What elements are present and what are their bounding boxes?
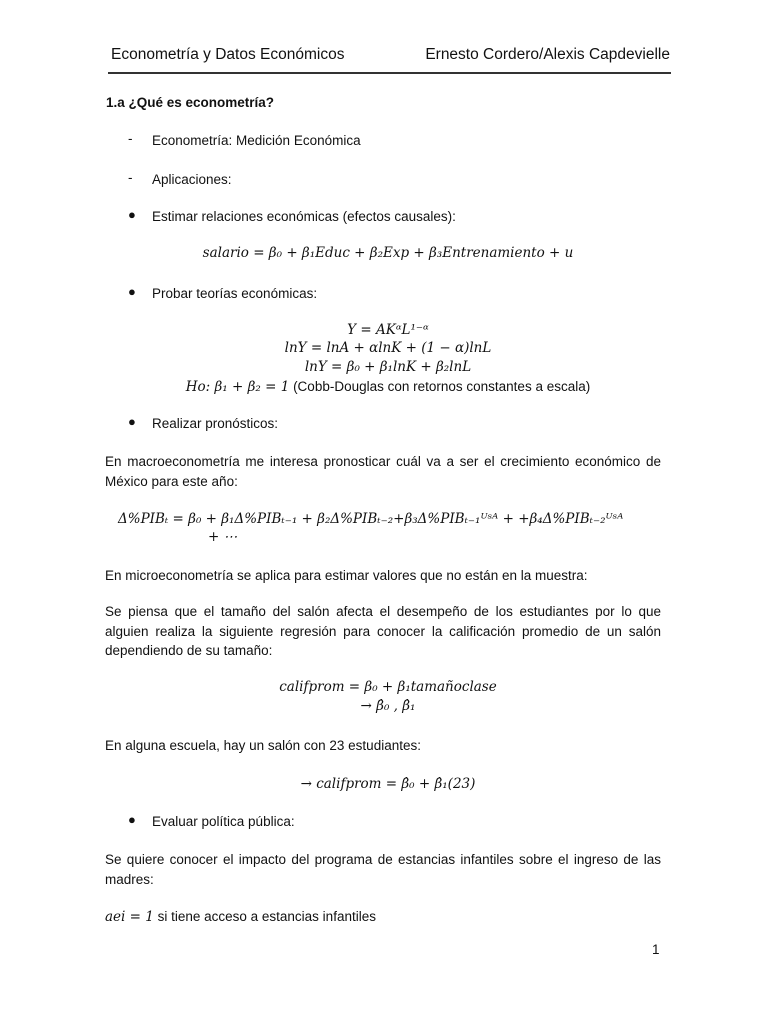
equation-pib: Δ%PIBₜ = β₀ + β₁Δ%PIBₜ₋₁ + β₂Δ%PIBₜ₋₂+β₃Δ%PIBₜ₋₁ᵁˢᴬ + +β₄Δ%PIBₜ₋₂ᵁˢᴬ	[118, 511, 624, 527]
dash-bullet: -	[128, 131, 133, 146]
aei-math: aei = 1	[105, 909, 154, 925]
paragraph-macro: En macroeconometría me interesa pronosticar cuál va a ser el crecimiento económico de México para este año:	[105, 454, 661, 489]
bullet-public-policy: Evaluar política pública:	[152, 814, 295, 829]
paragraph-class-size: Se piensa que el tamaño del salón afecta el desempeño de los estudiantes por lo que alguien realiza la siguiente regresión para conocer la calificación promedio de un salón dependiendo de su tamaño:	[105, 604, 661, 658]
dash-item-applications: Aplicaciones:	[152, 172, 232, 187]
equation-prediction: → califprom = β̂₀ + β̂₁(23)	[300, 776, 476, 792]
hypothesis-math: Ho: β₁ + β₂ = 1	[185, 379, 290, 395]
bullet-dot: ●	[128, 284, 136, 299]
header-course-title: Econometría y Datos Económicos	[111, 46, 345, 63]
bullet-test-theories: Probar teorías económicas:	[152, 286, 318, 301]
paragraph-childcare: Se quiere conocer el impacto del programa de estancias infantiles sobre el ingreso de las madres:	[105, 852, 661, 887]
dash-item-measurement: Econometría: Medición Económica	[152, 133, 361, 148]
equation-log-cobb-douglas: lnY = lnA + αlnK + (1 − α)lnL	[284, 340, 492, 356]
paragraph-school: En alguna escuela, hay un salón con 23 estudiantes:	[105, 738, 421, 753]
hypothesis-text: (Cobb-Douglas con retornos constantes a escala)	[289, 379, 591, 394]
page-number: 1	[652, 942, 660, 957]
bullet-forecasts: Realizar pronósticos:	[152, 416, 279, 431]
bullet-dot: ●	[128, 414, 136, 429]
section-title: 1.a ¿Qué es econometría?	[106, 95, 275, 110]
equation-cobb-douglas: Y = AKᵅL¹⁻ᵅ	[347, 322, 429, 338]
equation-califprom: califprom = β₀ + β₁tamañoclase	[279, 679, 497, 695]
bullet-estimate-relations: Estimar relaciones económicas (efectos causales):	[152, 209, 456, 224]
aei-text: si tiene acceso a estancias infantiles	[153, 909, 376, 924]
equation-salario: salario = β₀ + β₁Educ + β₂Exp + β₃Entrenamiento + u	[202, 245, 574, 261]
aei-definition	[105, 907, 376, 927]
header-divider	[108, 72, 671, 74]
equation-estimators: → β̂₀ , β̂₁	[360, 698, 416, 714]
bullet-dot: ●	[128, 207, 136, 222]
paragraph-micro: En microeconometría se aplica para estimar valores que no están en la muestra:	[105, 568, 588, 583]
bullet-dot: ●	[128, 812, 136, 827]
equation-pib-continued: + ⋯	[208, 529, 238, 545]
equation-regression-log: lnY = β₀ + β₁lnK + β₂lnL	[304, 359, 472, 375]
dash-bullet: -	[128, 170, 133, 185]
header-authors: Ernesto Cordero/Alexis Capdevielle	[425, 46, 670, 63]
page-header	[108, 44, 670, 70]
hypothesis-line	[108, 377, 668, 397]
